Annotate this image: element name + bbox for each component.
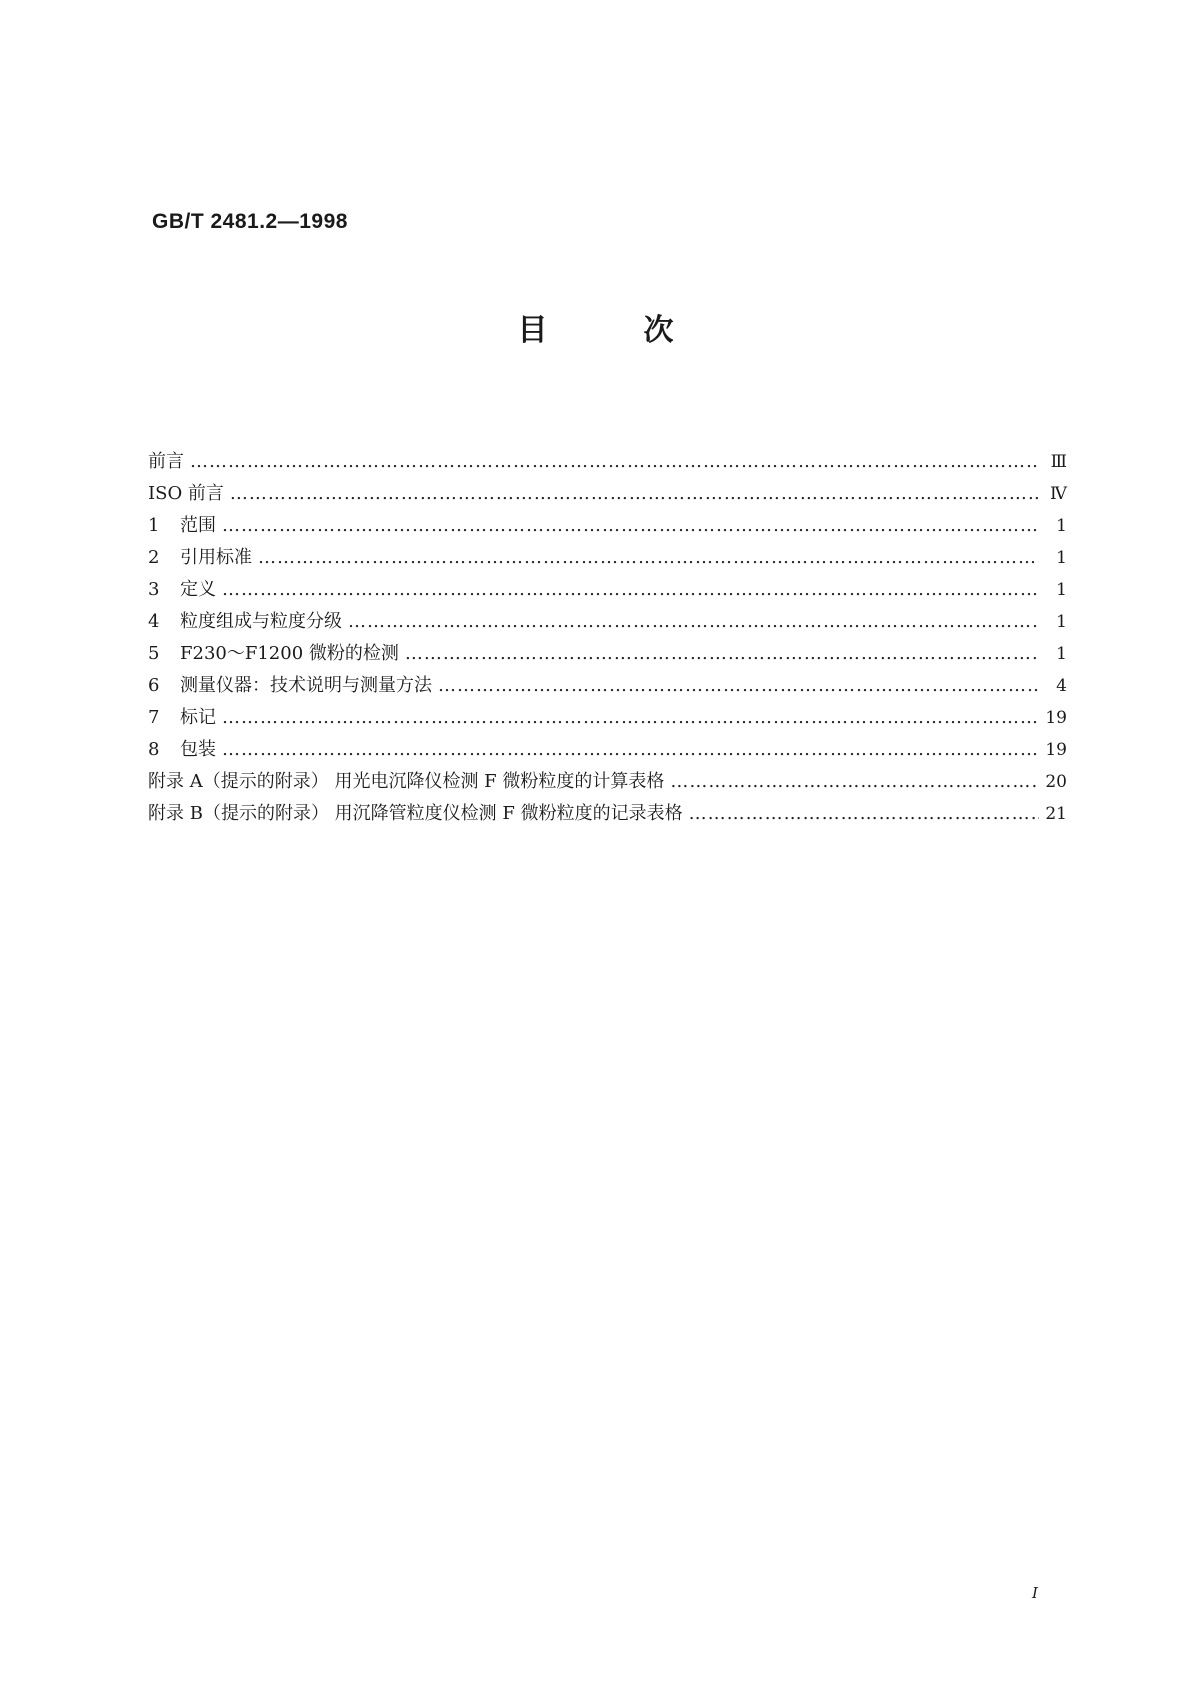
toc-entry-page: 21 xyxy=(1045,804,1067,824)
toc-title-char-2: 次 xyxy=(643,313,674,348)
toc-entry-page: 19 xyxy=(1045,708,1067,728)
toc-entry-label: F230～F1200 微粉的检测 xyxy=(180,643,399,664)
toc-entry-foreword[interactable] xyxy=(148,447,1067,479)
page-number: I xyxy=(1032,1584,1038,1602)
toc-entry-number: 6 xyxy=(148,675,160,696)
toc-entry-number: 8 xyxy=(148,739,160,760)
toc-entry-label: 包装 xyxy=(180,739,216,760)
toc-leader-dots xyxy=(405,643,1039,664)
toc-entry-label: 定义 xyxy=(180,579,216,600)
toc-leader-dots xyxy=(258,547,1039,568)
toc-entry-label: 范围 xyxy=(180,515,216,536)
toc-leader-dots xyxy=(222,707,1039,728)
toc-entry-normative-references[interactable] xyxy=(148,543,1067,575)
toc-entry-label: 标记 xyxy=(180,707,216,728)
toc-entry-page: 4 xyxy=(1056,676,1067,696)
toc-entry-scope[interactable] xyxy=(148,511,1067,543)
toc-entry-page: 1 xyxy=(1056,644,1067,664)
toc-leader-dots xyxy=(222,739,1039,760)
toc-entry-page: Ⅳ xyxy=(1050,484,1067,504)
toc-entry-number: 2 xyxy=(148,547,160,568)
toc-entry-iso-foreword[interactable] xyxy=(148,479,1067,511)
toc-entry-label: 附录 A（提示的附录） 用光电沉降仪检测 F 微粉粒度的计算表格 xyxy=(148,771,665,792)
toc-leader-dots xyxy=(348,611,1039,632)
toc-entry-page: 20 xyxy=(1045,772,1067,792)
toc-leader-dots xyxy=(222,515,1039,536)
toc-leader-dots xyxy=(689,803,1039,824)
toc-entry-measuring-instruments[interactable] xyxy=(148,671,1067,703)
toc-entry-label: 前言 xyxy=(148,451,184,472)
toc-entry-definitions[interactable] xyxy=(148,575,1067,607)
toc-title-char-1: 目 xyxy=(517,313,548,348)
toc-title xyxy=(0,305,1191,349)
toc-entry-number: 7 xyxy=(148,707,160,728)
toc-entry-number: 3 xyxy=(148,579,160,600)
toc-entry-appendix-a[interactable] xyxy=(148,767,1067,799)
toc-entry-label: ISO 前言 xyxy=(148,483,224,504)
toc-entry-grain-size[interactable] xyxy=(148,607,1067,639)
toc-leader-dots xyxy=(222,579,1039,600)
toc-entry-label: 粒度组成与粒度分级 xyxy=(180,611,342,632)
toc-leader-dots xyxy=(190,451,1039,472)
standard-id: GB/T 2481.2—1998 xyxy=(152,210,348,233)
toc-entry-page: 19 xyxy=(1045,740,1067,760)
toc-entry-packaging[interactable] xyxy=(148,735,1067,767)
table-of-contents xyxy=(148,447,1067,831)
toc-entry-label: 测量仪器：技术说明与测量方法 xyxy=(180,675,432,696)
toc-entry-microgrit-testing[interactable] xyxy=(148,639,1067,671)
toc-entry-number: 1 xyxy=(148,515,160,536)
toc-entry-label: 引用标准 xyxy=(180,547,252,568)
toc-entry-page: Ⅲ xyxy=(1050,452,1067,472)
toc-entry-appendix-b[interactable] xyxy=(148,799,1067,831)
toc-entry-page: 1 xyxy=(1056,580,1067,600)
toc-entry-page: 1 xyxy=(1056,516,1067,536)
toc-entry-marking[interactable] xyxy=(148,703,1067,735)
toc-leader-dots xyxy=(230,483,1039,504)
toc-leader-dots xyxy=(438,675,1039,696)
toc-entry-label: 附录 B（提示的附录） 用沉降管粒度仪检测 F 微粉粒度的记录表格 xyxy=(148,803,683,824)
toc-entry-page: 1 xyxy=(1056,612,1067,632)
toc-leader-dots xyxy=(670,771,1039,792)
toc-entry-page: 1 xyxy=(1056,548,1067,568)
toc-entry-number: 4 xyxy=(148,611,160,632)
toc-entry-number: 5 xyxy=(148,643,160,664)
